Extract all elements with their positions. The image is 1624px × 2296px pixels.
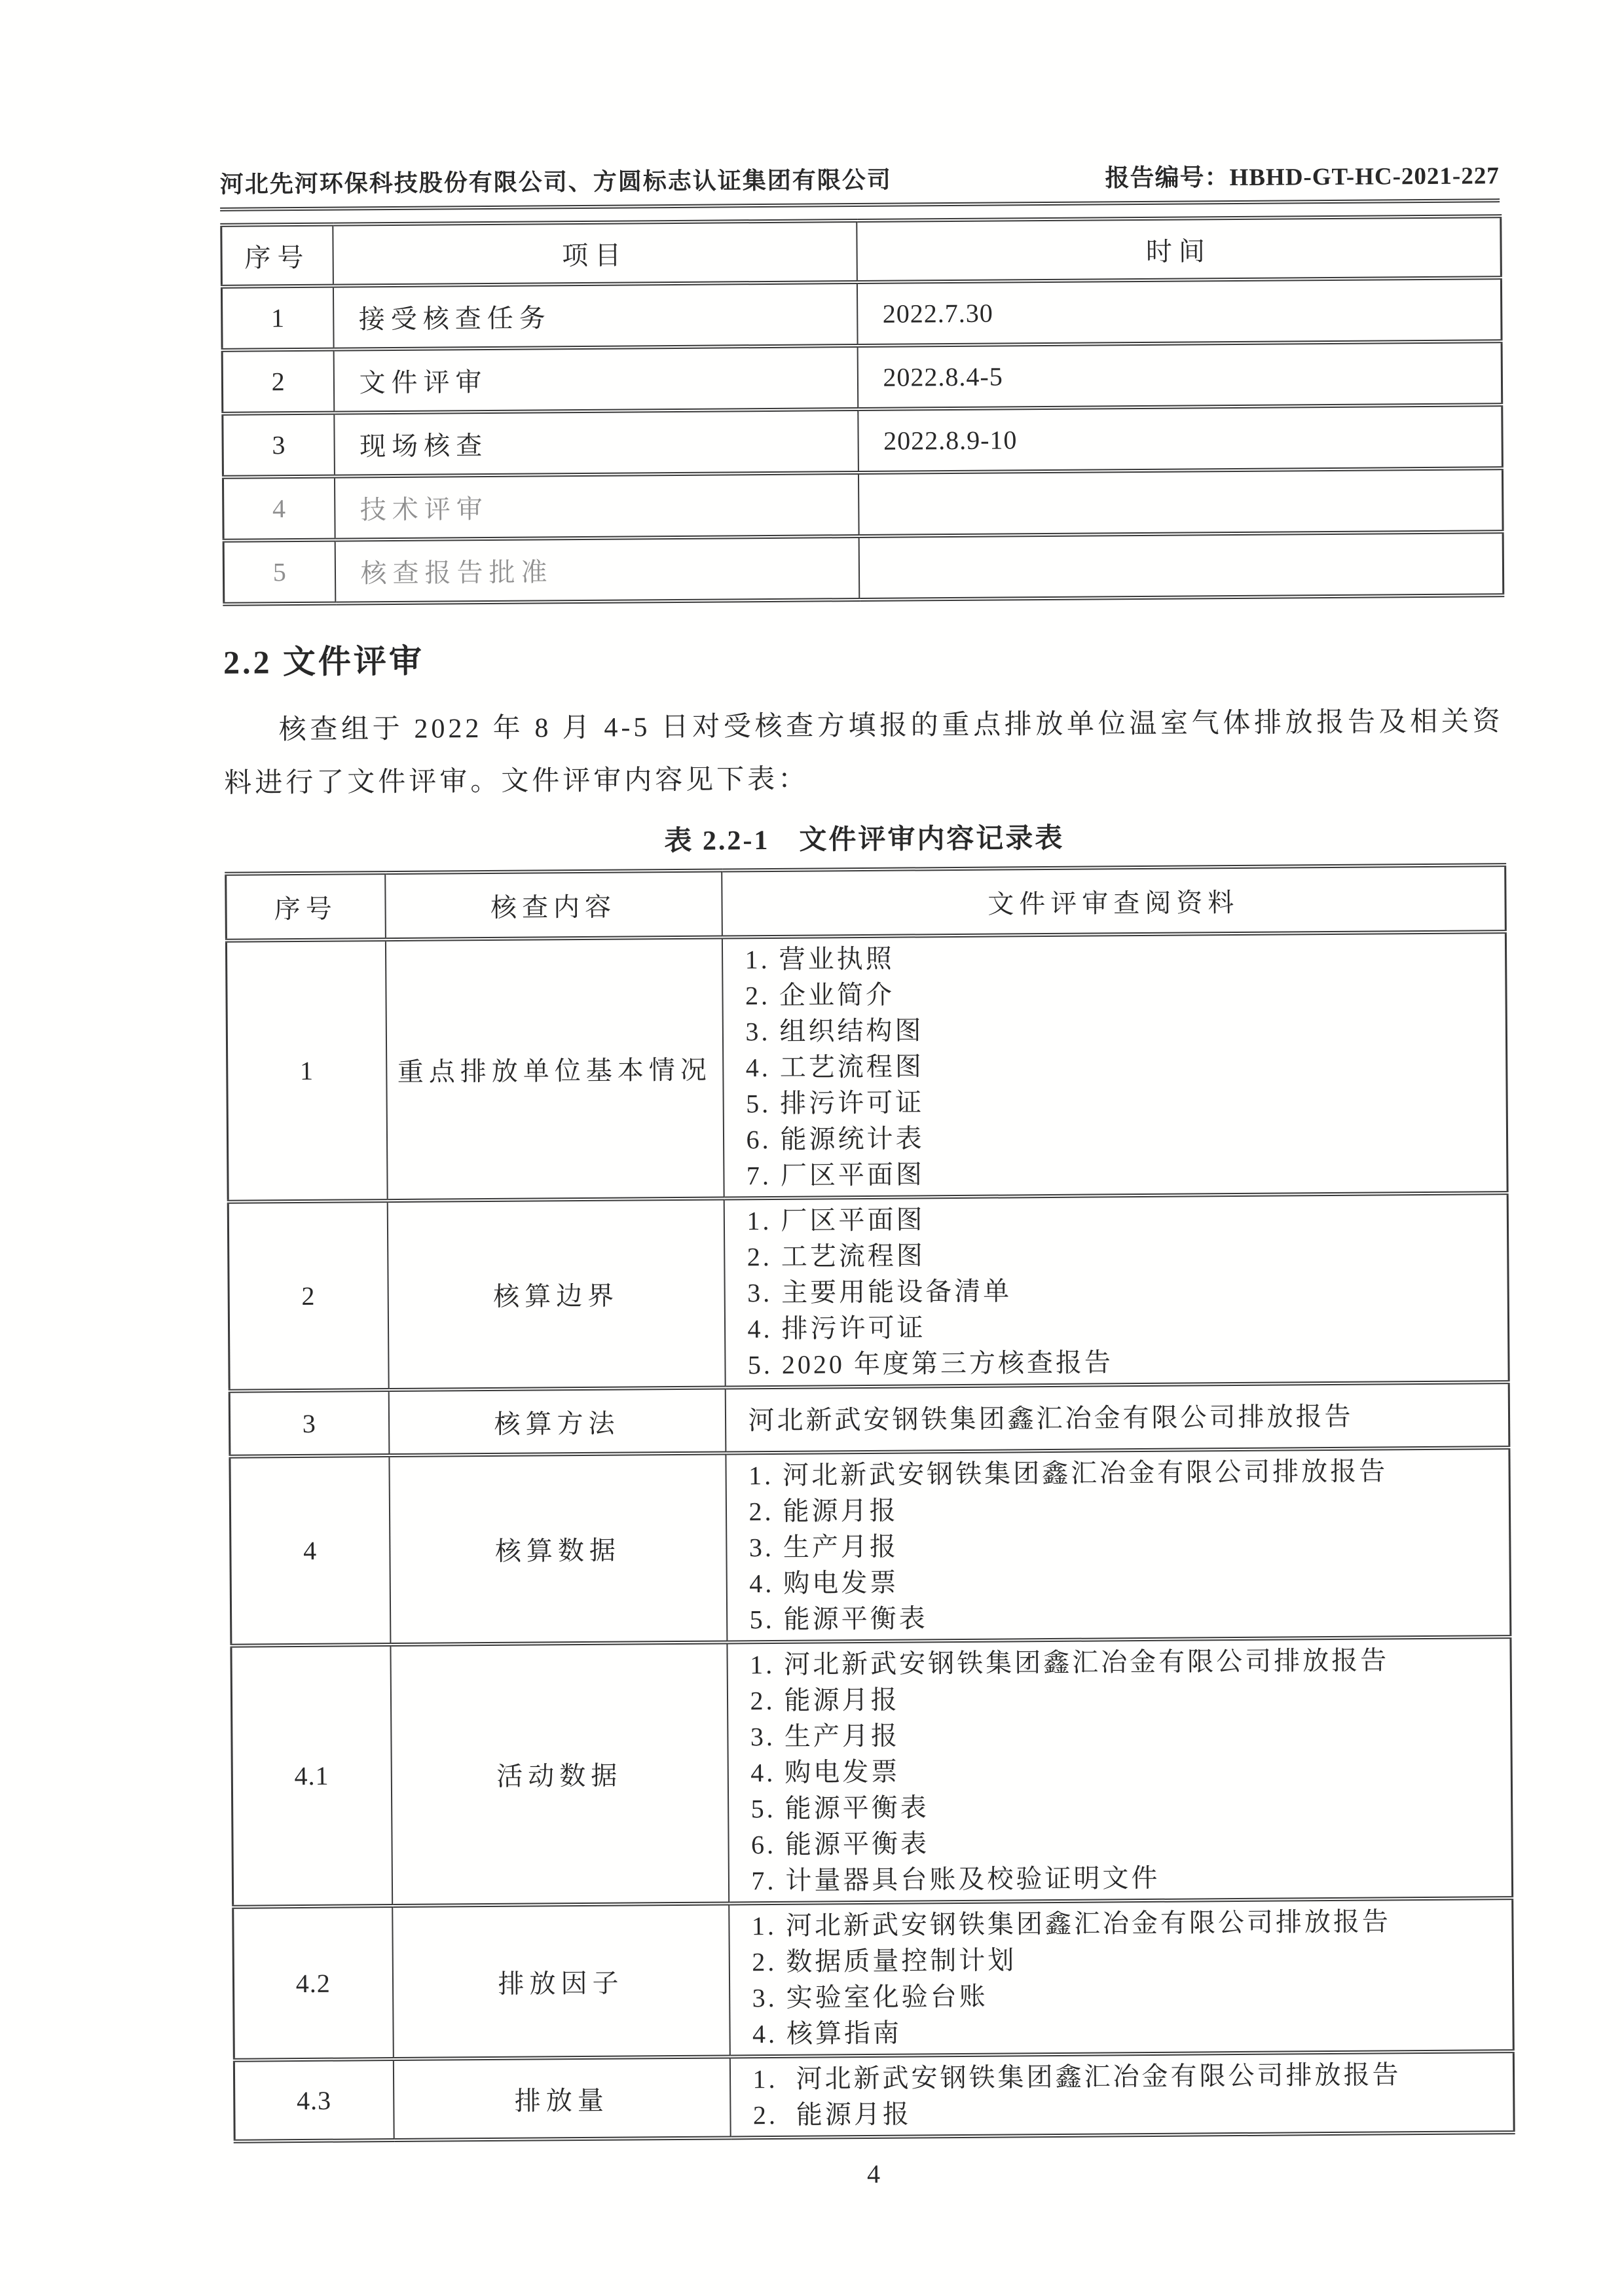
- review-header-no: 序号: [226, 873, 386, 941]
- material-item: 7. 计量器具台账及校验证明文件: [751, 1863, 1160, 1896]
- materials-cell: [727, 1637, 1513, 1903]
- review-header-materials: 文件评审查阅资料: [722, 865, 1506, 937]
- review-row: [229, 1382, 1509, 1457]
- material-item: 2. 能源月报: [750, 1685, 900, 1716]
- material-item: 2. 企业简介: [745, 979, 895, 1011]
- material-item: 1. 营业执照: [745, 943, 895, 975]
- review-row: [226, 932, 1507, 1202]
- material-item: 4. 购电发票: [750, 1757, 900, 1788]
- material-item: 5. 能源平衡表: [749, 1603, 928, 1635]
- review-row: [230, 1448, 1511, 1646]
- materials-cell: [725, 1382, 1509, 1453]
- material-item: 3. 生产月报: [750, 1721, 900, 1752]
- row-number-cell: 2: [228, 1201, 388, 1391]
- material-item: 2. 能源月报: [748, 1495, 898, 1527]
- table-caption: 表 2.2-1 文件评审内容记录表: [664, 823, 1065, 857]
- row-number-cell: 4: [223, 477, 335, 541]
- material-item: 河北新武安钢铁集团鑫汇冶金有限公司排放报告: [748, 1401, 1354, 1435]
- time-cell: 2022.8.4-5: [857, 341, 1502, 409]
- material-item: 5. 排污许可证: [746, 1087, 925, 1119]
- doc-header: [219, 0, 1500, 211]
- time-cell: 2022.8.9-10: [858, 405, 1503, 473]
- schedule-row: [221, 278, 1502, 350]
- review-row: [228, 1193, 1509, 1391]
- materials-cell: [722, 932, 1507, 1198]
- material-item: 4. 核算指南: [752, 2018, 902, 2049]
- schedule-header-item: 项目: [333, 221, 857, 286]
- material-item: 5. 2020 年度第三方核查报告: [747, 1347, 1114, 1380]
- content-cell: 核算数据: [389, 1453, 727, 1645]
- material-item: 5. 能源平衡表: [750, 1793, 929, 1824]
- material-item: 2. 数据质量控制计划: [752, 1945, 1017, 1977]
- content-cell: 活动数据: [390, 1642, 729, 1906]
- row-number-cell: 3: [229, 1390, 389, 1457]
- schedule-header-row: [221, 216, 1502, 287]
- row-number-cell: 4.1: [231, 1645, 392, 1907]
- schedule-header-time: 时间: [857, 216, 1502, 282]
- material-item: 6. 能源统计表: [746, 1123, 925, 1155]
- time-cell: [858, 532, 1504, 600]
- item-cell: 技术评审: [334, 473, 858, 540]
- material-item: 3. 生产月报: [748, 1531, 899, 1563]
- material-item: 3. 组织结构图: [745, 1015, 924, 1047]
- content-cell: 核算边界: [387, 1198, 725, 1390]
- section-heading: 2.2 文件评审: [223, 642, 425, 681]
- schedule-table: [220, 214, 1504, 606]
- content-cell: 排放因子: [392, 1903, 730, 2059]
- review-header-row: [226, 865, 1506, 941]
- item-cell: 接受核查任务: [333, 282, 857, 350]
- material-item: 6. 能源平衡表: [750, 1829, 930, 1860]
- row-number-cell: 5: [223, 540, 335, 604]
- review-header-content: 核查内容: [385, 871, 722, 940]
- materials-cell: [729, 1898, 1514, 2056]
- schedule-header-no: 序号: [221, 225, 333, 287]
- section-paragraph: 核查组于 2022 年 8 月 4-5 日对受核查方填报的重点排放单位温室气体排放报告及相关资料进行了文件评审。文件评审内容见下表：: [224, 706, 1504, 799]
- material-item: 2. 能源月报: [752, 2099, 912, 2130]
- material-item: 3. 实验室化验台账: [752, 1981, 988, 2013]
- schedule-row: [223, 468, 1503, 541]
- material-item: 3. 主要用能设备清单: [747, 1276, 1012, 1308]
- material-item: 7. 厂区平面图: [746, 1159, 925, 1191]
- material-item: 1. 河北新武安钢铁集团鑫汇冶金有限公司排放报告: [749, 1645, 1390, 1680]
- row-number-cell: 1: [221, 286, 333, 350]
- row-number-cell: 4.3: [234, 2059, 394, 2141]
- review-table: [225, 863, 1515, 2143]
- material-item: 2. 工艺流程图: [747, 1241, 925, 1272]
- row-number-cell: 4.2: [233, 1906, 394, 2060]
- schedule-row: [223, 532, 1504, 604]
- material-item: 4. 排污许可证: [747, 1313, 926, 1344]
- row-number-cell: 4: [230, 1455, 390, 1646]
- time-cell: [858, 468, 1503, 536]
- content-cell: 排放量: [393, 2056, 730, 2140]
- materials-cell: [724, 1193, 1509, 1387]
- page-content: [219, 0, 1513, 2194]
- header-company-names: 河北先河环保科技股份有限公司、方圆标志认证集团有限公司: [219, 166, 892, 198]
- item-cell: 现场核查: [334, 409, 858, 477]
- material-item: 1. 厂区平面图: [747, 1205, 925, 1236]
- row-number-cell: 3: [223, 413, 335, 477]
- row-number-cell: 1: [226, 939, 387, 1202]
- time-cell: 2022.7.30: [857, 278, 1502, 346]
- page-number: 4: [866, 2159, 881, 2189]
- schedule-row: [223, 405, 1503, 477]
- material-item: 1. 河北新武安钢铁集团鑫汇冶金有限公司排放报告: [752, 2060, 1401, 2094]
- row-number-cell: 2: [222, 350, 334, 414]
- review-row: [234, 2051, 1514, 2141]
- materials-cell: [726, 1448, 1511, 1642]
- material-item: 4. 工艺流程图: [745, 1051, 924, 1083]
- content-cell: 重点排放单位基本情况: [385, 937, 724, 1201]
- review-row: [233, 1898, 1514, 2060]
- schedule-row: [222, 341, 1502, 414]
- material-item: 4. 购电发票: [749, 1567, 899, 1599]
- item-cell: 核查报告批准: [335, 536, 859, 604]
- item-cell: 文件评审: [333, 346, 858, 413]
- materials-cell: [729, 2051, 1514, 2138]
- material-item: 1. 河北新武安钢铁集团鑫汇冶金有限公司排放报告: [751, 1906, 1392, 1941]
- content-cell: 核算方法: [388, 1387, 726, 1455]
- review-row: [231, 1637, 1513, 1907]
- material-item: 1. 河北新武安钢铁集团鑫汇冶金有限公司排放报告: [748, 1456, 1388, 1491]
- header-report-number: 报告编号：HBHD-GT-HC-2021-227: [1105, 162, 1500, 192]
